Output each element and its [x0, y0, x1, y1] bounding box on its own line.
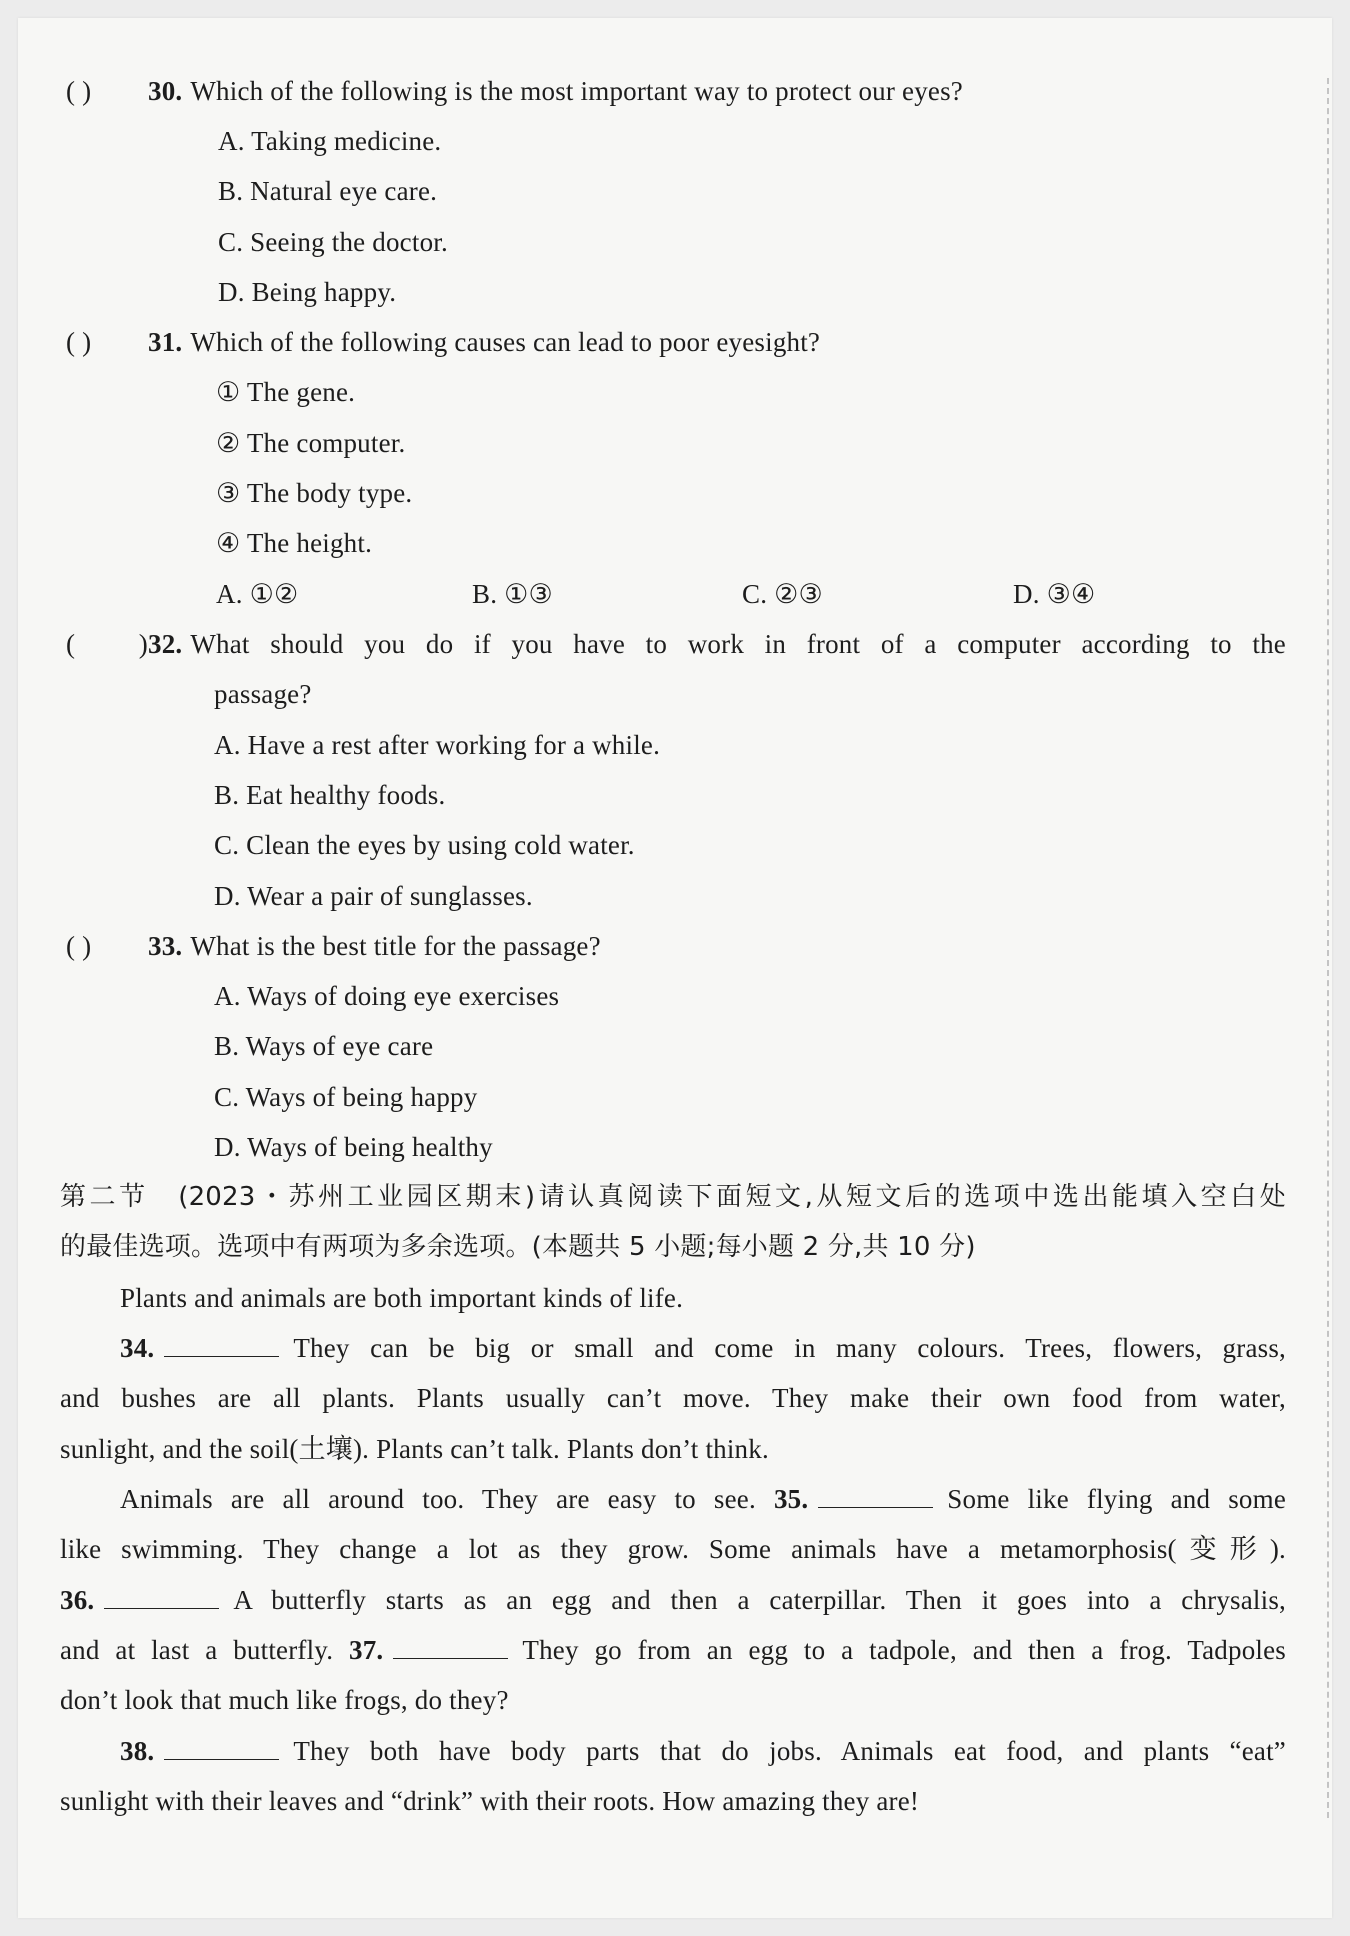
option-c: C. Seeing the doctor. [218, 227, 448, 257]
question-text: Which of the following causes can lead to poor eyesight? [190, 327, 821, 357]
option-a: A. ①② [216, 579, 299, 609]
passage-line: and bushes are all plants. Plants usually can’t move. They make their own food from water, [60, 1383, 1286, 1413]
option-b: B. Ways of eye care [214, 1031, 434, 1061]
blank-number-36: 36. [60, 1585, 95, 1615]
question-number: 30. [148, 76, 183, 106]
cause-item-2: ② The computer. [216, 428, 406, 458]
answer-bracket-33[interactable]: ( ) [66, 931, 92, 961]
option-d: D. Ways of being healthy [214, 1132, 493, 1162]
option-c: C. ②③ [742, 579, 823, 609]
passage-text: A butterfly starts as an egg and then a caterpillar. Then it goes into a chrysalis, [233, 1585, 1286, 1615]
question-number: 32. [148, 629, 183, 659]
question-number: 31. [148, 327, 183, 357]
passage-line: sunlight with their leaves and “drink” with their roots. How amazing they are! [60, 1786, 920, 1816]
passage-text: Animals are all around too. They are easy to see. [120, 1484, 756, 1514]
passage-text: They go from an egg to a tadpole, and then a frog. Tadpoles [522, 1635, 1287, 1665]
blank-34[interactable] [164, 1334, 279, 1357]
options-row-31 [0, 577, 1300, 611]
option-a: A. Have a rest after working for a while. [214, 730, 661, 760]
passage-text: They can be big or small and come in many colours. Trees, flowers, grass, [293, 1333, 1286, 1363]
passage-paragraph-1: Plants and animals are both important kinds of life. [120, 1283, 684, 1313]
passage-line [120, 1482, 1286, 1516]
passage-text: They both have body parts that do jobs. Animals eat food, and plants “eat” [293, 1736, 1286, 1766]
blank-38[interactable] [164, 1737, 279, 1760]
blank-35[interactable] [818, 1485, 933, 1508]
question-32 [66, 627, 1286, 661]
option-b: B. Eat healthy foods. [214, 780, 446, 810]
blank-36[interactable] [104, 1586, 219, 1609]
option-c: C. Clean the eyes by using cold water. [214, 830, 635, 860]
margin-divider [1327, 78, 1329, 1818]
option-b: B. ①③ [472, 579, 553, 609]
blank-number-35: 35. [773, 1484, 809, 1514]
passage-line: like swimming. They change a lot as they grow. Some animals have a metamorphosis(变形). [60, 1534, 1286, 1564]
question-33 [66, 929, 601, 963]
passage-text: and at last a butterfly. [60, 1635, 334, 1665]
passage-line [120, 1734, 1286, 1768]
option-b: B. Natural eye care. [218, 176, 438, 206]
passage-line: sunlight, and the soil(土壤). Plants can’t talk. Plants don’t think. [60, 1434, 769, 1464]
question-31 [66, 325, 820, 359]
answer-bracket-31[interactable]: ( ) [66, 327, 92, 357]
cause-item-3: ③ The body type. [216, 478, 413, 508]
option-d: D. Wear a pair of sunglasses. [214, 881, 533, 911]
cause-item-4: ④ The height. [216, 528, 373, 558]
cause-item-1: ① The gene. [216, 377, 356, 407]
question-text: What is the best title for the passage? [190, 931, 601, 961]
passage-line [60, 1633, 1286, 1667]
blank-number-37: 37. [349, 1635, 384, 1665]
passage-line: don’t look that much like frogs, do they? [60, 1685, 509, 1715]
option-c: C. Ways of being happy [214, 1082, 478, 1112]
passage-text: Some like flying and some [947, 1484, 1286, 1514]
option-a: A. Ways of doing eye exercises [214, 981, 560, 1011]
question-number: 33. [148, 931, 183, 961]
option-a: A. Taking medicine. [218, 126, 442, 156]
question-30 [66, 74, 963, 108]
blank-number-34: 34. [120, 1333, 155, 1363]
answer-bracket-30[interactable]: ( ) [66, 76, 92, 106]
passage-line [120, 1331, 1286, 1365]
passage-line [60, 1583, 1286, 1617]
blank-number-38: 38. [120, 1736, 155, 1766]
question-text: Which of the following is the most important way to protect our eyes? [190, 76, 963, 106]
question-text: What should you do if you have to work in front of a computer according to the [190, 629, 1286, 659]
option-d: D. ③④ [1013, 579, 1096, 609]
section-heading-line-1: 第二节 (2023・苏州工业园区期末)请认真阅读下面短文,从短文后的选项中选出能填入空白处 [60, 1182, 1286, 1212]
blank-37[interactable] [393, 1636, 508, 1659]
option-d: D. Being happy. [218, 277, 397, 307]
question-text-continued: passage? [214, 679, 312, 709]
section-heading-line-2: 的最佳选项。选项中有两项为多余选项。(本题共 5 小题;每小题 2 分,共 10 分) [60, 1232, 976, 1262]
answer-bracket-32[interactable]: ( ) [66, 629, 148, 659]
